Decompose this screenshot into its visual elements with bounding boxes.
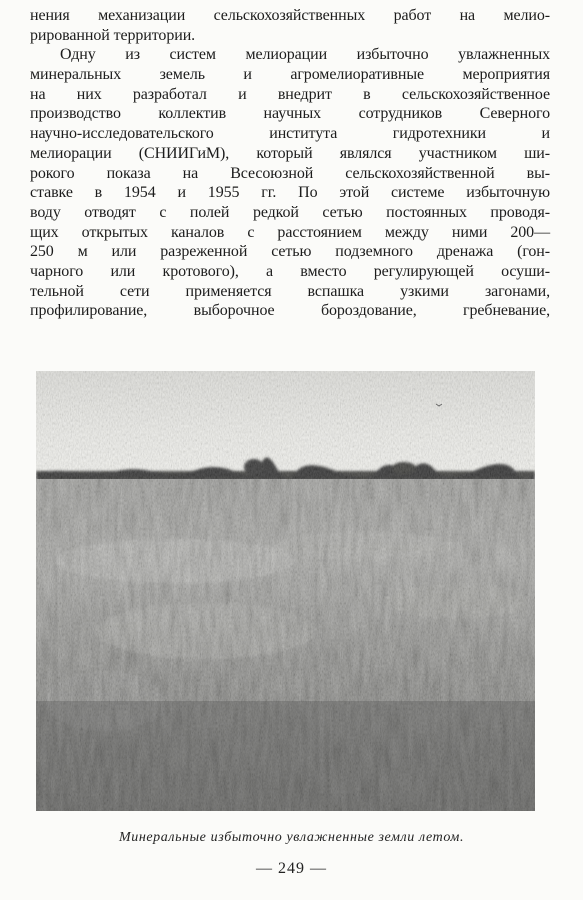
text-line: чарного или кротового), а вместо регулирующей осуши- [30,262,550,280]
text-line: нения механизации сельскохозяйственных работ на мелио- [30,7,550,24]
body-text [30,6,550,321]
text-line: профилирование, выборочное бороздование, гребневание, [30,302,550,320]
text-line: щих открытых каналов с расстоянием между ними 200— [30,223,550,241]
text-line: рокого показа на Всесоюзной сельскохозяйственной вы- [30,164,550,182]
text-line: тельной сети применяется вспашка узкими загонами, [30,282,550,300]
page-number: — 249 — [256,860,327,877]
foreground-shade [36,701,535,811]
field-photo [36,371,535,811]
text-line: на них разработал и внедрит в сельскохозяйственное [30,85,550,103]
text-line: рированной территории. [30,26,196,44]
text-line: воду отводят с полей редкой сетью постоянных проводя- [30,203,550,221]
text-line: мелиорации (СНИИГиМ), который являлся участником ши- [30,144,550,162]
text-line: производство коллектив научных сотрудников Северного [30,105,550,123]
text-line: научно-исследовательского института гидротехники и [30,125,550,143]
paragraph-first-line: Одну из систем мелиорации избыточно увлажненных [60,46,550,64]
field-photo-image [36,371,535,811]
text-line: ставке в 1954 и 1955 гг. По этой системе избыточную [30,184,550,202]
figure-caption: Минеральные избыточно увлажненные земли летом. [118,830,465,845]
text-line: минеральных земель и агромелиоративные мероприятия [30,66,550,84]
text-line: 250 м или разреженной сетью подземного дренажа (гон- [30,243,550,261]
